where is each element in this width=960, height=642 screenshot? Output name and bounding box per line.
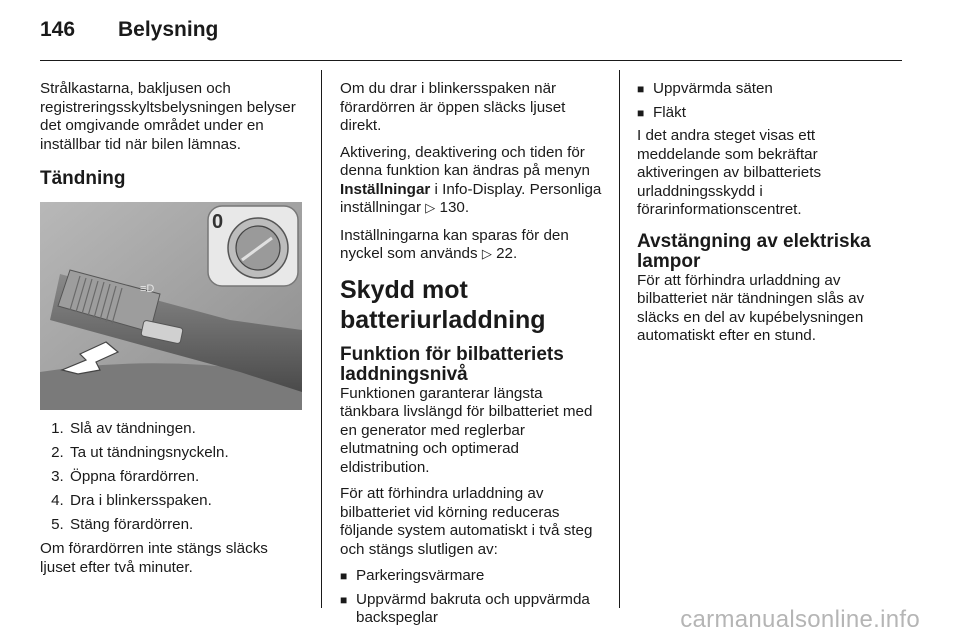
paragraph: Funktionen garanterar längsta tänkbara livslängd för bilbatteriet med en generator med reglerbar elutmatning och optimerad eldistribution. xyxy=(340,384,593,476)
paragraph: I det andra steget visas ett meddelande som bekräftar aktiveringen av bilbatteriets urladdningsskydd i förarinformationscentret. xyxy=(637,127,822,218)
page-header xyxy=(40,18,218,48)
subsection-heading: Avstängning av elektriska lampor xyxy=(637,230,871,272)
page-reference: 22. xyxy=(496,245,518,262)
list-item: ■ Uppvärmd bakruta och uppvärmda backspeglar xyxy=(340,591,604,628)
column-divider-1 xyxy=(321,70,322,608)
header-rule xyxy=(40,60,902,61)
ignition-position-label: 0 xyxy=(212,211,224,233)
turn-signal-lever-illustration xyxy=(40,202,302,410)
arrow-triangle-icon: ▷ xyxy=(425,201,436,216)
list-item: 3. Öppna förardörren. xyxy=(68,468,302,487)
svg-text:≡D: ≡D xyxy=(140,283,155,295)
bullet-list xyxy=(637,80,901,122)
section-heading-battery: Skydd mot batteriurladdning xyxy=(340,275,546,334)
column-divider-2 xyxy=(619,70,620,608)
paragraph: För att förhindra urladdning av bilbatteriet vid körning reduceras följande system automatiskt i två steg och stängs slutligen av: xyxy=(340,485,593,558)
text-span: Aktivering, deaktivering och tiden för denna funktion kan ändras på menyn xyxy=(340,143,590,179)
list-item: ■ Fläkt xyxy=(637,104,901,123)
list-item: ■ Uppvärmda säten xyxy=(637,80,901,99)
text-span: Inställningarna kan sparas för den nyckel som används xyxy=(340,226,569,262)
section-heading-tandning: Tändning xyxy=(40,168,126,189)
paragraph: Om du drar i blinkersspaken när förardörren är öppen släcks ljuset direkt. xyxy=(340,80,566,134)
steps-list xyxy=(40,420,302,535)
list-item: 4. Dra i blinkersspaken. xyxy=(68,492,302,511)
list-item: 5. Stäng förardörren. xyxy=(68,516,302,535)
outro-paragraph: Om förardörren inte stängs släcks ljuset efter två minuter. xyxy=(40,540,268,576)
page-title: Belysning xyxy=(118,18,219,41)
list-item: ■ Parkeringsvärmare xyxy=(340,567,604,586)
bullet-list xyxy=(340,567,604,628)
text-span: i Info-Display. Personliga inställningar xyxy=(340,180,602,216)
page-number: 146 xyxy=(40,18,76,41)
intro-paragraph: Strålkastarna, bakljusen och registreringsskyltsbelysningen belyser det omgivande området under en inställbar tid när bilen lämnas. xyxy=(40,80,296,153)
list-item: 1. Slå av tändningen. xyxy=(68,420,302,439)
paragraph: För att förhindra urladdning av bilbatteriet när tändningen slås av släcks en del av kupébelysningen automatiskt efter en stund. xyxy=(637,271,865,344)
list-item: 2. Ta ut tändningsnyckeln. xyxy=(68,444,302,463)
paragraph xyxy=(340,227,604,265)
menu-name: Inställningar xyxy=(340,180,431,198)
subsection-heading: Funktion för bilbatteriets laddningsnivå xyxy=(340,343,564,385)
arrow-triangle-icon: ▷ xyxy=(481,247,492,262)
column-1 xyxy=(40,80,302,585)
page-reference: 130. xyxy=(439,199,470,216)
column-2 xyxy=(340,80,604,633)
paragraph xyxy=(340,144,604,219)
watermark: carmanualsonline.info xyxy=(680,606,920,633)
column-3 xyxy=(637,80,901,354)
